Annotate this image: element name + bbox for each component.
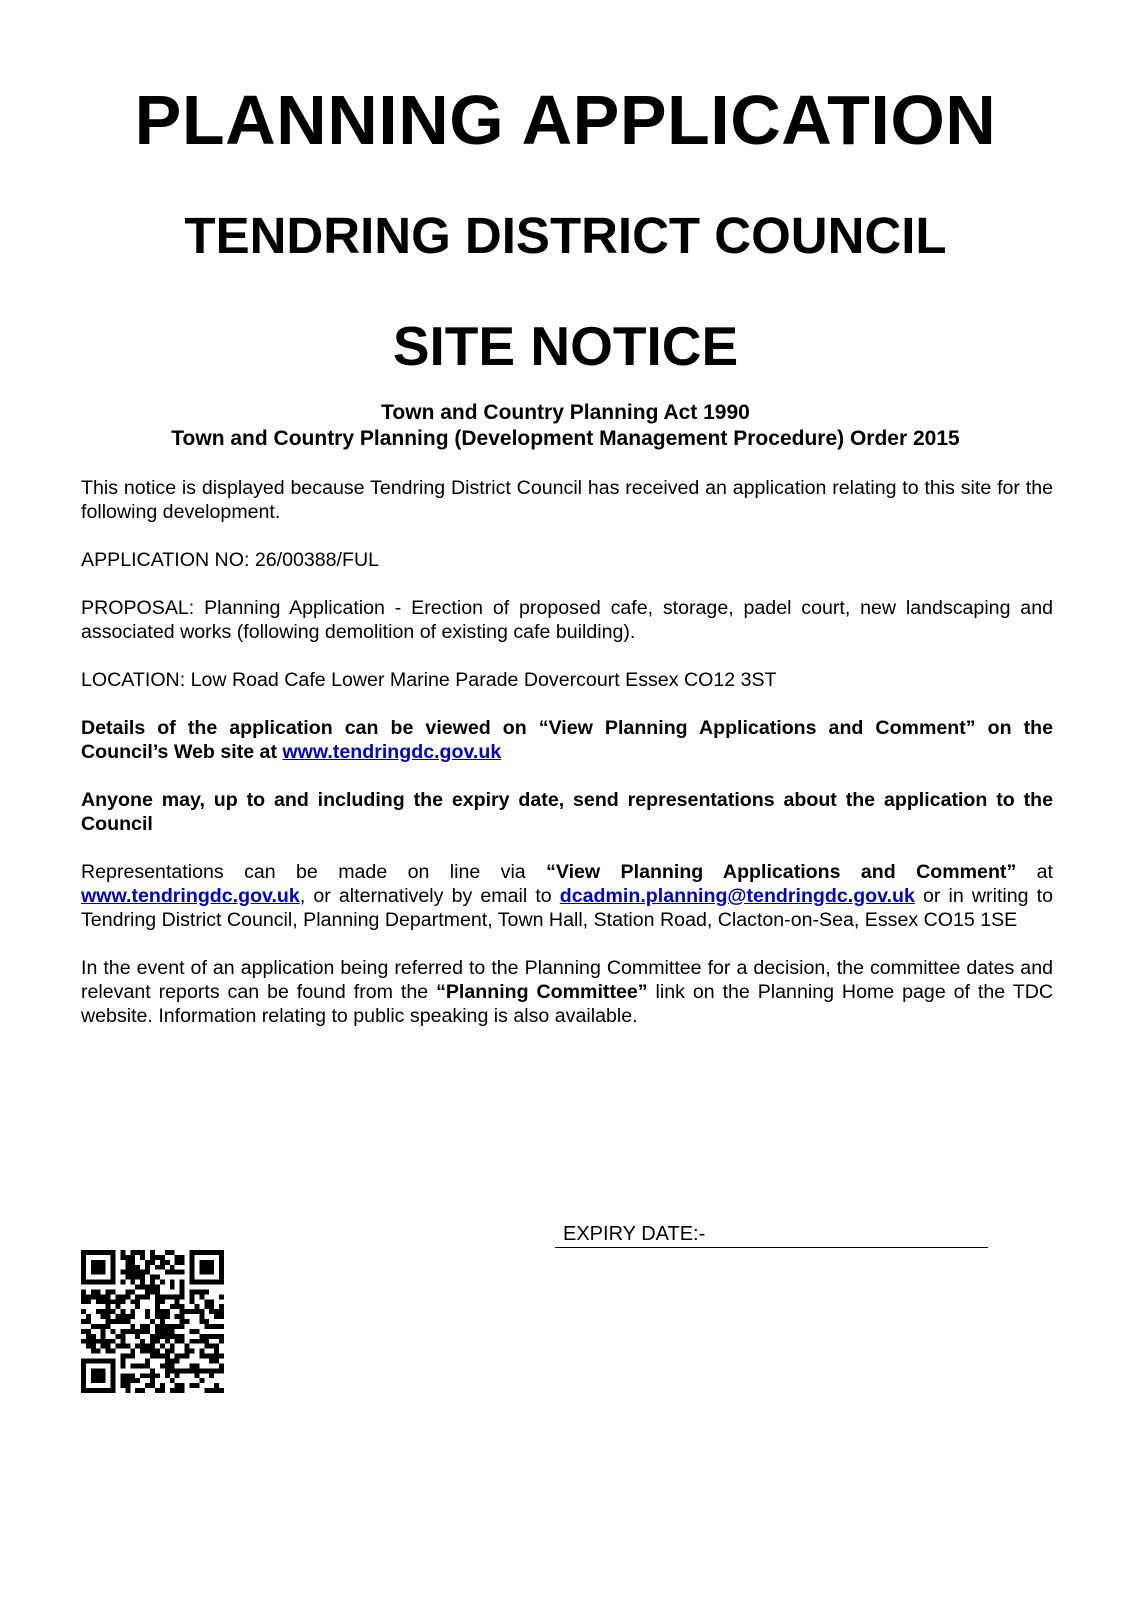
details-paragraph [81,716,1053,764]
email-link[interactable]: dcadmin.planning@tendringdc.gov.uk [559,885,915,907]
page-heading: PLANNING APPLICATION [134,81,997,159]
committee-text-1: In the event of an application being referred to the Planning Committee for a decision, the committee dates and relevant reports can be found from the [81,957,1053,1003]
anyone-paragraph: Anyone may, up to and including the expiry date, send representations about the application to the Council [81,789,1053,835]
expiry-date-field: EXPIRY DATE:- [555,1222,988,1248]
representations-text-2: at [1016,861,1053,883]
application-number: APPLICATION NO: 26/00388/FUL [81,549,380,571]
representations-text-3: , or alternatively by email to [299,885,560,907]
committee-paragraph [81,956,1053,1028]
website-link-2[interactable]: www.tendringdc.gov.uk [81,885,300,907]
committee-bold: “Planning Committee” [436,981,648,1003]
intro-paragraph: This notice is displayed because Tendring District Council has received an application relating to this site for the following development. [81,477,1053,523]
notice-title: SITE NOTICE [392,315,739,377]
website-link[interactable]: www.tendringdc.gov.uk [282,741,502,763]
act-line-1: Town and Country Planning Act 1990 [381,401,750,424]
proposal-paragraph: PROPOSAL: Planning Application - Erection of proposed cafe, storage, padel court, new landscaping and associated works (following demolition of existing cafe building). [81,597,1053,643]
representations-paragraph [81,860,1053,932]
committee-text-2: link on the Planning Home page of the TDC website. Information relating to public speaking is also available. [81,981,1053,1027]
act-line-2: Town and Country Planning (Development Management Procedure) Order 2015 [171,427,960,450]
legislation-block [0,400,1131,452]
representations-bold: “View Planning Applications and Comment” [546,861,1017,883]
qr-code-icon[interactable] [81,1250,224,1393]
details-text: Details of the application can be viewed on “View Planning Applications and Comment” on the Council’s Web site at [81,717,1053,763]
location-paragraph: LOCATION: Low Road Cafe Lower Marine Parade Dovercourt Essex CO12 3ST [81,669,777,691]
representations-text-4: or in writing to Tendring District Council, Planning Department, Town Hall, Station Road, Clacton-on-Sea, Essex CO15 1SE [81,885,1053,931]
notice-body [81,476,1053,1052]
representations-text-1: Representations can be made on line via [81,861,547,883]
council-name: TENDRING DISTRICT COUNCIL [184,207,947,264]
